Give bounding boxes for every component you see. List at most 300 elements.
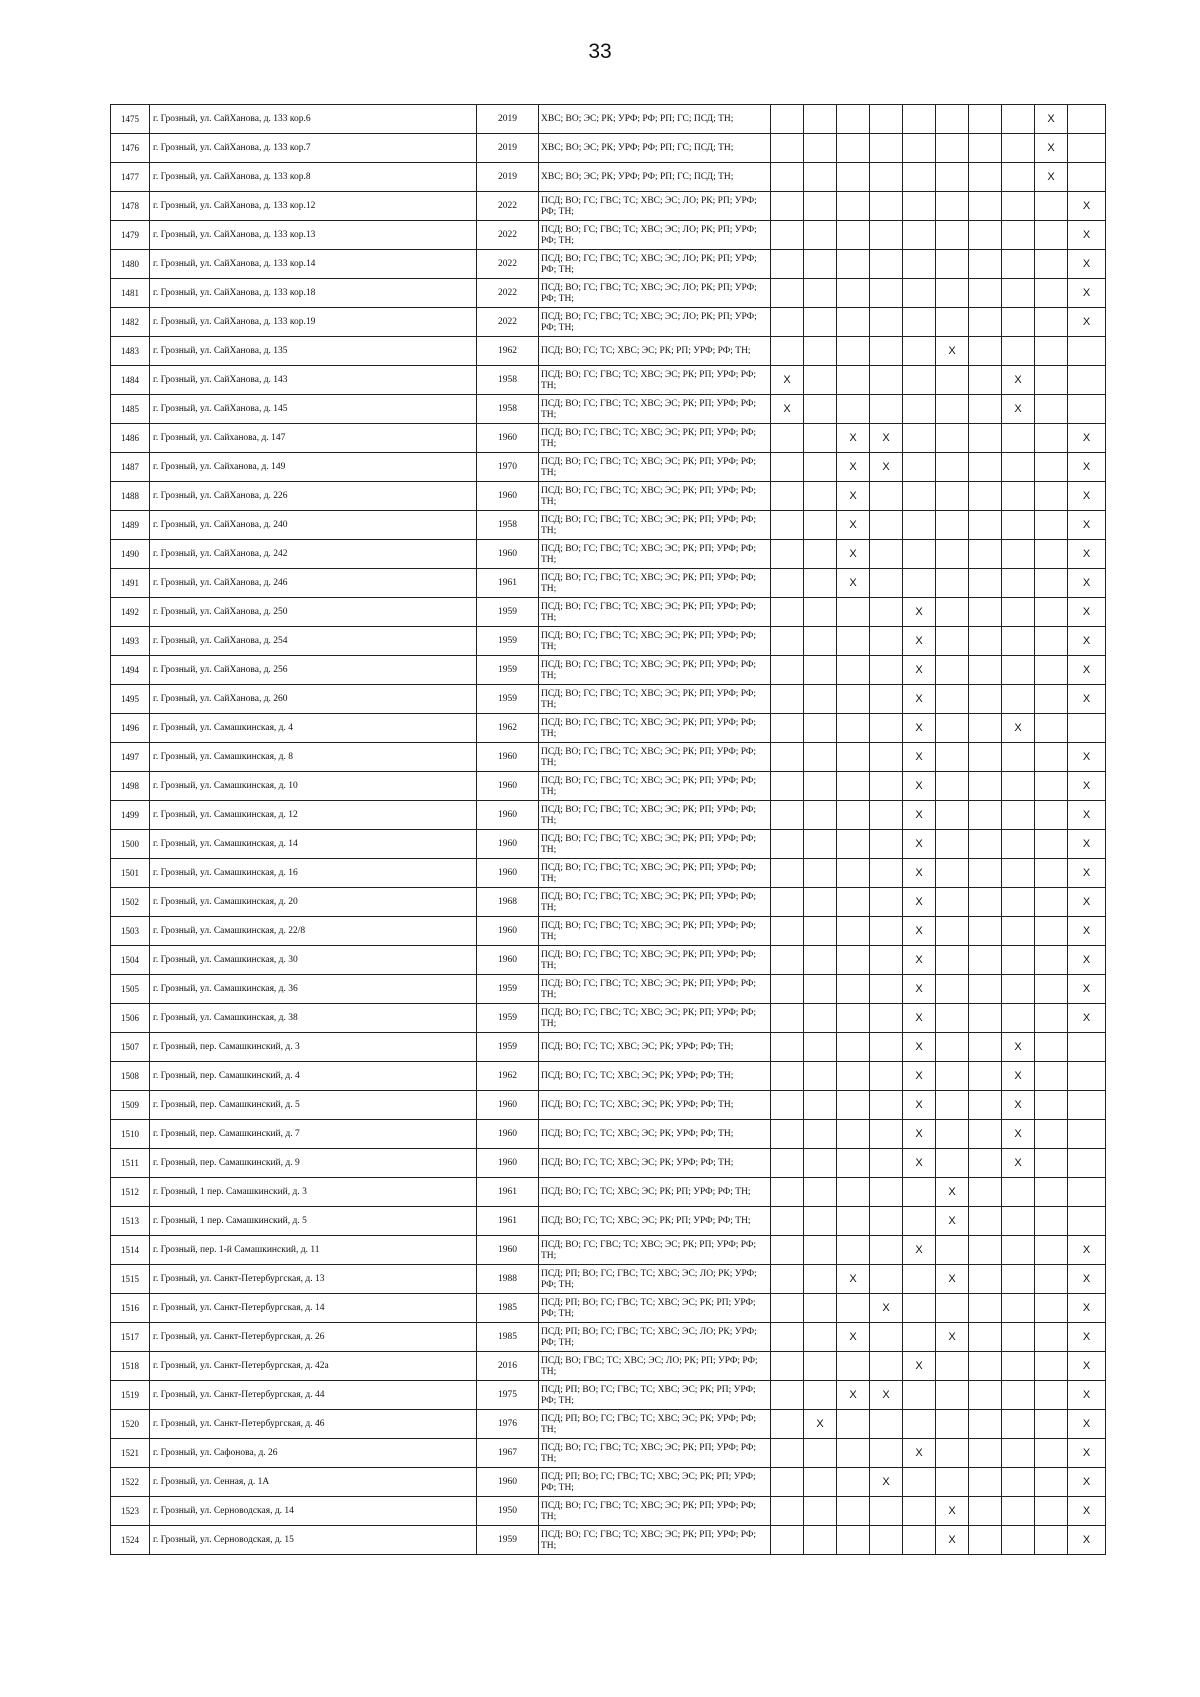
- period-mark-cell: [969, 1352, 1002, 1381]
- period-mark-cell: [969, 975, 1002, 1004]
- period-mark-cell: X: [1068, 221, 1106, 250]
- period-mark-cell: [936, 598, 969, 627]
- period-mark-cell: [837, 888, 870, 917]
- table-row: [111, 598, 1106, 627]
- address-cell: г. Грозный, ул. Санкт-Петербургская, д. 46: [150, 1410, 477, 1439]
- table-row: [111, 482, 1106, 511]
- period-mark-cell: [1002, 975, 1035, 1004]
- period-mark-cell: X: [771, 366, 804, 395]
- works-list-cell: ПСД; РП; ВО; ГС; ГВС; ТС; ХВС; ЭС; ЛО; РК; УРФ; РФ; ТН;: [539, 1323, 771, 1352]
- period-mark-cell: X: [903, 1149, 936, 1178]
- period-mark-cell: X: [1035, 105, 1068, 134]
- period-mark-cell: [1002, 627, 1035, 656]
- period-mark-cell: X: [1068, 975, 1106, 1004]
- period-mark-cell: [870, 917, 903, 946]
- table-row: [111, 1149, 1106, 1178]
- period-mark-cell: X: [1068, 424, 1106, 453]
- period-mark-cell: [771, 1410, 804, 1439]
- period-mark-cell: [903, 366, 936, 395]
- year-built-cell: 1959: [477, 1033, 539, 1062]
- period-mark-cell: [969, 163, 1002, 192]
- period-mark-cell: [1002, 569, 1035, 598]
- works-list-cell: ПСД; ВО; ГС; ГВС; ТС; ХВС; ЭС; РК; РП; УРФ; РФ; ТН;: [539, 366, 771, 395]
- row-number-cell: 1478: [111, 192, 150, 221]
- period-mark-cell: X: [1068, 192, 1106, 221]
- row-number-cell: 1489: [111, 511, 150, 540]
- row-number-cell: 1512: [111, 1178, 150, 1207]
- year-built-cell: 1988: [477, 1265, 539, 1294]
- period-mark-cell: X: [903, 1033, 936, 1062]
- period-mark-cell: X: [1068, 1381, 1106, 1410]
- year-built-cell: 2022: [477, 308, 539, 337]
- row-number-cell: 1503: [111, 917, 150, 946]
- period-mark-cell: [804, 482, 837, 511]
- period-mark-cell: [903, 192, 936, 221]
- period-mark-cell: [837, 163, 870, 192]
- period-mark-cell: [936, 917, 969, 946]
- period-mark-cell: [969, 772, 1002, 801]
- year-built-cell: 2019: [477, 105, 539, 134]
- row-number-cell: 1481: [111, 279, 150, 308]
- period-mark-cell: [804, 1033, 837, 1062]
- period-mark-cell: [870, 627, 903, 656]
- works-list-cell: ПСД; ВО; ГС; ГВС; ТС; ХВС; ЭС; РК; РП; УРФ; РФ; ТН;: [539, 714, 771, 743]
- period-mark-cell: [1035, 395, 1068, 424]
- period-mark-cell: [1035, 453, 1068, 482]
- period-mark-cell: [1068, 1149, 1106, 1178]
- year-built-cell: 1960: [477, 801, 539, 830]
- period-mark-cell: X: [1068, 1323, 1106, 1352]
- housing-registry-table: [110, 104, 1106, 1555]
- period-mark-cell: X: [837, 1265, 870, 1294]
- row-number-cell: 1476: [111, 134, 150, 163]
- period-mark-cell: X: [903, 859, 936, 888]
- year-built-cell: 1960: [477, 946, 539, 975]
- table-row: [111, 1033, 1106, 1062]
- period-mark-cell: [1002, 1236, 1035, 1265]
- period-mark-cell: [1035, 1149, 1068, 1178]
- row-number-cell: 1486: [111, 424, 150, 453]
- period-mark-cell: [870, 250, 903, 279]
- period-mark-cell: [870, 192, 903, 221]
- period-mark-cell: [936, 192, 969, 221]
- period-mark-cell: [969, 714, 1002, 743]
- period-mark-cell: [936, 830, 969, 859]
- address-cell: г. Грозный, ул. Санкт-Петербургская, д. 44: [150, 1381, 477, 1410]
- period-mark-cell: [804, 1323, 837, 1352]
- period-mark-cell: [1002, 917, 1035, 946]
- period-mark-cell: [804, 1178, 837, 1207]
- table-row: [111, 1381, 1106, 1410]
- table-row: [111, 1410, 1106, 1439]
- period-mark-cell: [837, 1468, 870, 1497]
- works-list-cell: ПСД; ВО; ГС; ГВС; ТС; ХВС; ЭС; РК; РП; УРФ; РФ; ТН;: [539, 540, 771, 569]
- period-mark-cell: [771, 163, 804, 192]
- row-number-cell: 1485: [111, 395, 150, 424]
- period-mark-cell: [771, 1323, 804, 1352]
- period-mark-cell: [969, 424, 1002, 453]
- period-mark-cell: [903, 308, 936, 337]
- period-mark-cell: [1035, 1439, 1068, 1468]
- period-mark-cell: X: [837, 1323, 870, 1352]
- row-number-cell: 1480: [111, 250, 150, 279]
- year-built-cell: 1960: [477, 830, 539, 859]
- row-number-cell: 1490: [111, 540, 150, 569]
- works-list-cell: ПСД; ВО; ГС; ГВС; ТС; ХВС; ЭС; РК; РП; УРФ; РФ; ТН;: [539, 482, 771, 511]
- table-row: [111, 1468, 1106, 1497]
- period-mark-cell: [1068, 1207, 1106, 1236]
- period-mark-cell: [837, 975, 870, 1004]
- year-built-cell: 1961: [477, 569, 539, 598]
- address-cell: г. Грозный, ул. Самашкинская, д. 36: [150, 975, 477, 1004]
- period-mark-cell: [771, 801, 804, 830]
- period-mark-cell: [771, 308, 804, 337]
- period-mark-cell: [969, 308, 1002, 337]
- period-mark-cell: X: [903, 685, 936, 714]
- period-mark-cell: [936, 395, 969, 424]
- period-mark-cell: [903, 453, 936, 482]
- table-row: [111, 1120, 1106, 1149]
- period-mark-cell: [969, 279, 1002, 308]
- period-mark-cell: [837, 366, 870, 395]
- works-list-cell: ХВС; ВО; ЭС; РК; УРФ; РФ; РП; ГС; ПСД; ТН;: [539, 105, 771, 134]
- period-mark-cell: [804, 308, 837, 337]
- period-mark-cell: [771, 1526, 804, 1555]
- period-mark-cell: [903, 1265, 936, 1294]
- year-built-cell: 1985: [477, 1323, 539, 1352]
- period-mark-cell: [936, 859, 969, 888]
- table-row: [111, 569, 1106, 598]
- period-mark-cell: [870, 975, 903, 1004]
- address-cell: г. Грозный, ул. Сайханова, д. 149: [150, 453, 477, 482]
- works-list-cell: ПСД; ВО; ГС; ГВС; ТС; ХВС; ЭС; РК; РП; УРФ; РФ; ТН;: [539, 946, 771, 975]
- period-mark-cell: [1002, 888, 1035, 917]
- period-mark-cell: [903, 250, 936, 279]
- address-cell: г. Грозный, ул. Сайханова, д. 147: [150, 424, 477, 453]
- period-mark-cell: [771, 1207, 804, 1236]
- period-mark-cell: [1035, 627, 1068, 656]
- period-mark-cell: X: [1002, 1033, 1035, 1062]
- period-mark-cell: [1035, 656, 1068, 685]
- period-mark-cell: X: [1002, 1062, 1035, 1091]
- period-mark-cell: [936, 221, 969, 250]
- period-mark-cell: [1002, 424, 1035, 453]
- period-mark-cell: [936, 714, 969, 743]
- period-mark-cell: [936, 1033, 969, 1062]
- period-mark-cell: [837, 337, 870, 366]
- year-built-cell: 1958: [477, 511, 539, 540]
- period-mark-cell: [936, 975, 969, 1004]
- period-mark-cell: [1035, 308, 1068, 337]
- period-mark-cell: [771, 1120, 804, 1149]
- period-mark-cell: [969, 1526, 1002, 1555]
- period-mark-cell: X: [903, 598, 936, 627]
- address-cell: г. Грозный, ул. Санкт-Петербургская, д. 42а: [150, 1352, 477, 1381]
- period-mark-cell: [870, 279, 903, 308]
- period-mark-cell: [771, 1294, 804, 1323]
- period-mark-cell: [1035, 1033, 1068, 1062]
- works-list-cell: ПСД; ВО; ГС; ГВС; ТС; ХВС; ЭС; ЛО; РК; РП; УРФ; РФ; ТН;: [539, 279, 771, 308]
- period-mark-cell: [804, 1149, 837, 1178]
- period-mark-cell: [1035, 772, 1068, 801]
- period-mark-cell: [1002, 134, 1035, 163]
- row-number-cell: 1511: [111, 1149, 150, 1178]
- period-mark-cell: [837, 772, 870, 801]
- period-mark-cell: [1002, 1497, 1035, 1526]
- period-mark-cell: X: [870, 1468, 903, 1497]
- period-mark-cell: [870, 1149, 903, 1178]
- table-row: [111, 975, 1106, 1004]
- period-mark-cell: [771, 1062, 804, 1091]
- period-mark-cell: [804, 598, 837, 627]
- year-built-cell: 1962: [477, 714, 539, 743]
- year-built-cell: 1968: [477, 888, 539, 917]
- period-mark-cell: [870, 395, 903, 424]
- period-mark-cell: [903, 337, 936, 366]
- works-list-cell: ПСД; ВО; ГС; ГВС; ТС; ХВС; ЭС; ЛО; РК; РП; УРФ; РФ; ТН;: [539, 308, 771, 337]
- period-mark-cell: [804, 1062, 837, 1091]
- period-mark-cell: [804, 859, 837, 888]
- period-mark-cell: [969, 598, 1002, 627]
- period-mark-cell: [870, 1352, 903, 1381]
- address-cell: г. Грозный, ул. СайХанова, д. 133 кор.19: [150, 308, 477, 337]
- period-mark-cell: [771, 337, 804, 366]
- works-list-cell: ПСД; ВО; ГС; ГВС; ТС; ХВС; ЭС; РК; РП; УРФ; РФ; ТН;: [539, 1526, 771, 1555]
- table-row: [111, 830, 1106, 859]
- period-mark-cell: X: [1068, 627, 1106, 656]
- period-mark-cell: [903, 1497, 936, 1526]
- period-mark-cell: [837, 917, 870, 946]
- period-mark-cell: [1035, 279, 1068, 308]
- period-mark-cell: [903, 1526, 936, 1555]
- row-number-cell: 1505: [111, 975, 150, 1004]
- row-number-cell: 1518: [111, 1352, 150, 1381]
- period-mark-cell: [870, 946, 903, 975]
- period-mark-cell: X: [1068, 1497, 1106, 1526]
- period-mark-cell: [969, 1294, 1002, 1323]
- period-mark-cell: [1035, 1207, 1068, 1236]
- period-mark-cell: [804, 1120, 837, 1149]
- period-mark-cell: [1035, 1381, 1068, 1410]
- row-number-cell: 1513: [111, 1207, 150, 1236]
- period-mark-cell: [969, 540, 1002, 569]
- period-mark-cell: [969, 1265, 1002, 1294]
- period-mark-cell: [1002, 685, 1035, 714]
- period-mark-cell: [903, 395, 936, 424]
- row-number-cell: 1477: [111, 163, 150, 192]
- address-cell: г. Грозный, пер. Самашкинский, д. 3: [150, 1033, 477, 1062]
- period-mark-cell: [804, 511, 837, 540]
- period-mark-cell: [1035, 1265, 1068, 1294]
- period-mark-cell: [936, 1120, 969, 1149]
- address-cell: г. Грозный, ул. Самашкинская, д. 10: [150, 772, 477, 801]
- period-mark-cell: [1068, 1033, 1106, 1062]
- period-mark-cell: X: [1068, 482, 1106, 511]
- period-mark-cell: X: [837, 453, 870, 482]
- period-mark-cell: [936, 1004, 969, 1033]
- period-mark-cell: X: [936, 1265, 969, 1294]
- address-cell: г. Грозный, ул. Самашкинская, д. 14: [150, 830, 477, 859]
- period-mark-cell: [804, 1526, 837, 1555]
- row-number-cell: 1504: [111, 946, 150, 975]
- period-mark-cell: [1035, 1091, 1068, 1120]
- year-built-cell: 1970: [477, 453, 539, 482]
- works-list-cell: ПСД; РП; ВО; ГС; ГВС; ТС; ХВС; ЭС; РК; РП; УРФ; РФ; ТН;: [539, 1294, 771, 1323]
- period-mark-cell: [804, 975, 837, 1004]
- period-mark-cell: [771, 888, 804, 917]
- period-mark-cell: [969, 105, 1002, 134]
- period-mark-cell: [804, 1352, 837, 1381]
- table-row: [111, 453, 1106, 482]
- period-mark-cell: [936, 1149, 969, 1178]
- period-mark-cell: [771, 221, 804, 250]
- address-cell: г. Грозный, ул. Санкт-Петербургская, д. 13: [150, 1265, 477, 1294]
- period-mark-cell: X: [903, 743, 936, 772]
- period-mark-cell: [837, 946, 870, 975]
- period-mark-cell: [969, 888, 1002, 917]
- address-cell: г. Грозный, ул. Самашкинская, д. 4: [150, 714, 477, 743]
- year-built-cell: 1950: [477, 1497, 539, 1526]
- period-mark-cell: [936, 1062, 969, 1091]
- period-mark-cell: [870, 1091, 903, 1120]
- period-mark-cell: [1002, 482, 1035, 511]
- address-cell: г. Грозный, ул. СайХанова, д. 260: [150, 685, 477, 714]
- period-mark-cell: [1002, 163, 1035, 192]
- year-built-cell: 1959: [477, 1526, 539, 1555]
- period-mark-cell: [837, 1091, 870, 1120]
- period-mark-cell: [771, 105, 804, 134]
- period-mark-cell: [837, 830, 870, 859]
- period-mark-cell: [1002, 308, 1035, 337]
- period-mark-cell: [870, 1323, 903, 1352]
- period-mark-cell: [804, 1439, 837, 1468]
- period-mark-cell: [837, 714, 870, 743]
- period-mark-cell: [969, 1178, 1002, 1207]
- period-mark-cell: [870, 1265, 903, 1294]
- period-mark-cell: [804, 1004, 837, 1033]
- year-built-cell: 2019: [477, 134, 539, 163]
- row-number-cell: 1524: [111, 1526, 150, 1555]
- table-row: [111, 250, 1106, 279]
- period-mark-cell: [1035, 801, 1068, 830]
- period-mark-cell: [870, 1497, 903, 1526]
- period-mark-cell: [870, 540, 903, 569]
- period-mark-cell: [870, 1207, 903, 1236]
- period-mark-cell: [837, 1062, 870, 1091]
- period-mark-cell: [1068, 714, 1106, 743]
- period-mark-cell: [936, 569, 969, 598]
- period-mark-cell: [969, 1120, 1002, 1149]
- works-list-cell: ПСД; ВО; ГС; ТС; ХВС; ЭС; РК; УРФ; РФ; ТН;: [539, 1033, 771, 1062]
- period-mark-cell: X: [1068, 1352, 1106, 1381]
- period-mark-cell: [1068, 163, 1106, 192]
- period-mark-cell: [771, 830, 804, 859]
- period-mark-cell: [870, 308, 903, 337]
- period-mark-cell: [870, 511, 903, 540]
- period-mark-cell: [837, 221, 870, 250]
- year-built-cell: 1958: [477, 366, 539, 395]
- address-cell: г. Грозный, ул. СайХанова, д. 135: [150, 337, 477, 366]
- period-mark-cell: [771, 1468, 804, 1497]
- period-mark-cell: X: [837, 424, 870, 453]
- period-mark-cell: [837, 1526, 870, 1555]
- year-built-cell: 1959: [477, 598, 539, 627]
- period-mark-cell: [837, 743, 870, 772]
- period-mark-cell: [969, 946, 1002, 975]
- period-mark-cell: X: [903, 772, 936, 801]
- period-mark-cell: [870, 366, 903, 395]
- period-mark-cell: [936, 946, 969, 975]
- works-list-cell: ПСД; ВО; ГС; ГВС; ТС; ХВС; ЭС; РК; РП; УРФ; РФ; ТН;: [539, 453, 771, 482]
- period-mark-cell: [903, 1323, 936, 1352]
- year-built-cell: 1961: [477, 1178, 539, 1207]
- period-mark-cell: [969, 1439, 1002, 1468]
- period-mark-cell: [1068, 105, 1106, 134]
- works-list-cell: ПСД; ВО; ГС; ГВС; ТС; ХВС; ЭС; РК; РП; УРФ; РФ; ТН;: [539, 598, 771, 627]
- period-mark-cell: [837, 1120, 870, 1149]
- period-mark-cell: [969, 221, 1002, 250]
- works-list-cell: ПСД; ВО; ГС; ГВС; ТС; ХВС; ЭС; РК; РП; УРФ; РФ; ТН;: [539, 1004, 771, 1033]
- period-mark-cell: X: [903, 1439, 936, 1468]
- address-cell: г. Грозный, ул. Сенная, д. 1А: [150, 1468, 477, 1497]
- period-mark-cell: [969, 685, 1002, 714]
- period-mark-cell: [837, 1497, 870, 1526]
- year-built-cell: 1959: [477, 1004, 539, 1033]
- period-mark-cell: X: [837, 569, 870, 598]
- period-mark-cell: [936, 163, 969, 192]
- period-mark-cell: X: [1068, 540, 1106, 569]
- works-list-cell: ПСД; РП; ВО; ГС; ГВС; ТС; ХВС; ЭС; РК; УРФ; РФ; ТН;: [539, 1410, 771, 1439]
- period-mark-cell: [1035, 685, 1068, 714]
- period-mark-cell: [771, 1033, 804, 1062]
- address-cell: г. Грозный, пер. 1-й Самашкинский, д. 11: [150, 1236, 477, 1265]
- period-mark-cell: [1035, 1468, 1068, 1497]
- period-mark-cell: [804, 192, 837, 221]
- period-mark-cell: X: [1068, 453, 1106, 482]
- address-cell: г. Грозный, ул. Самашкинская, д. 12: [150, 801, 477, 830]
- period-mark-cell: [936, 1381, 969, 1410]
- period-mark-cell: [1035, 511, 1068, 540]
- period-mark-cell: [870, 482, 903, 511]
- period-mark-cell: X: [1068, 772, 1106, 801]
- period-mark-cell: [969, 366, 1002, 395]
- period-mark-cell: [936, 1091, 969, 1120]
- period-mark-cell: X: [1068, 685, 1106, 714]
- works-list-cell: ПСД; ВО; ГС; ГВС; ТС; ХВС; ЭС; РК; РП; УРФ; РФ; ТН;: [539, 917, 771, 946]
- works-list-cell: ПСД; ВО; ГС; ТС; ХВС; ЭС; РК; УРФ; РФ; ТН;: [539, 1091, 771, 1120]
- period-mark-cell: X: [1002, 1091, 1035, 1120]
- period-mark-cell: [903, 569, 936, 598]
- period-mark-cell: [969, 1497, 1002, 1526]
- period-mark-cell: [969, 627, 1002, 656]
- row-number-cell: 1484: [111, 366, 150, 395]
- table-row: [111, 424, 1106, 453]
- period-mark-cell: [936, 1294, 969, 1323]
- works-list-cell: ПСД; ВО; ГС; ГВС; ТС; ХВС; ЭС; РК; РП; УРФ; РФ; ТН;: [539, 627, 771, 656]
- year-built-cell: 1960: [477, 1120, 539, 1149]
- address-cell: г. Грозный, пер. Самашкинский, д. 4: [150, 1062, 477, 1091]
- table-row: [111, 366, 1106, 395]
- period-mark-cell: [1068, 1120, 1106, 1149]
- address-cell: г. Грозный, ул. СайХанова, д. 133 кор.13: [150, 221, 477, 250]
- period-mark-cell: [936, 511, 969, 540]
- period-mark-cell: [771, 1149, 804, 1178]
- period-mark-cell: [870, 1178, 903, 1207]
- period-mark-cell: [870, 714, 903, 743]
- works-list-cell: ПСД; ВО; ГС; ГВС; ТС; ХВС; ЭС; РК; РП; УРФ; РФ; ТН;: [539, 859, 771, 888]
- row-number-cell: 1482: [111, 308, 150, 337]
- period-mark-cell: [771, 482, 804, 511]
